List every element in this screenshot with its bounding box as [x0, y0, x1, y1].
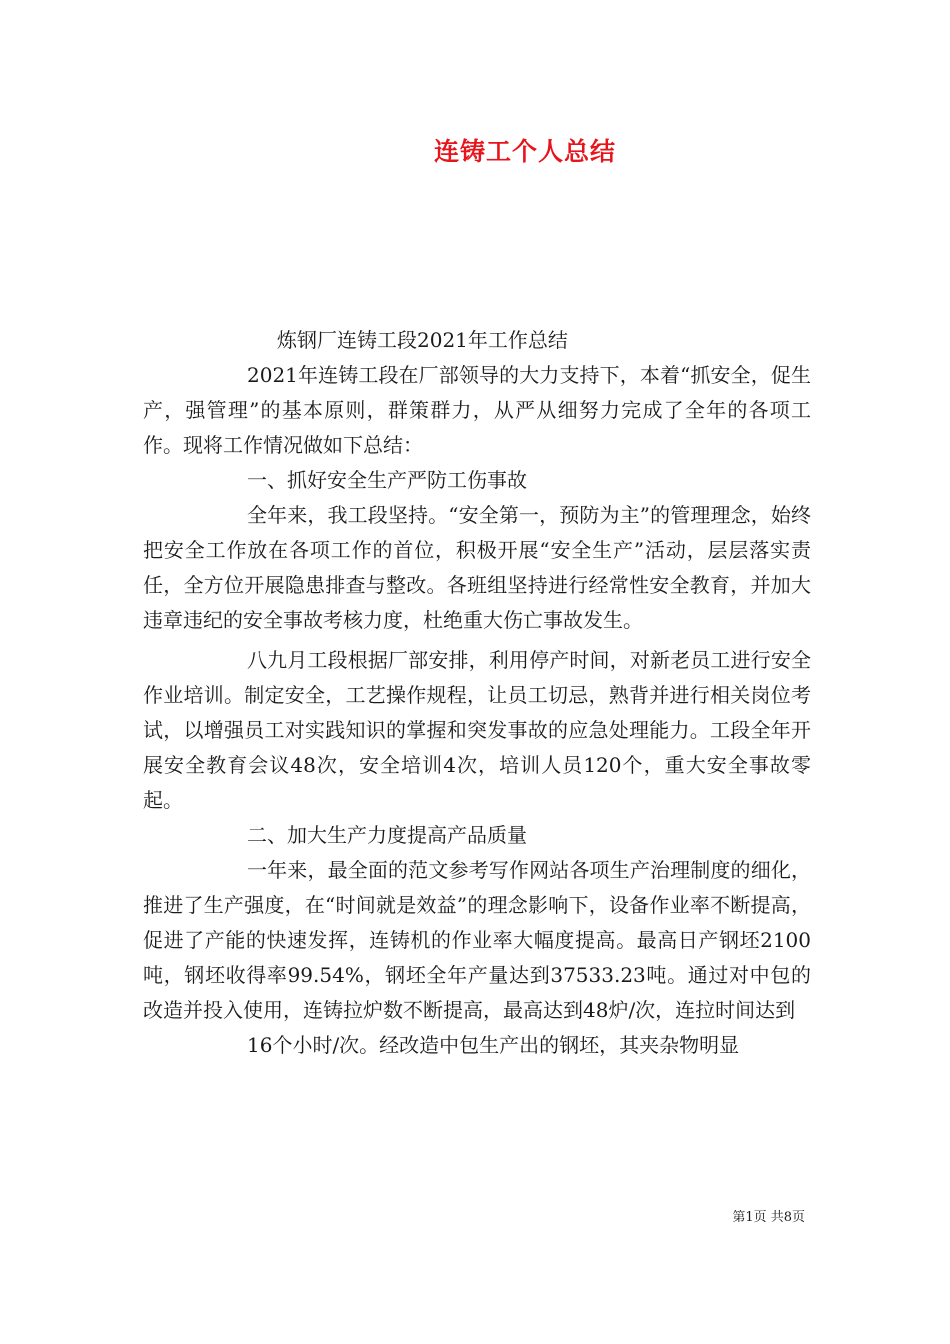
- document-title: 连铸工个人总结: [433, 137, 616, 166]
- section-heading: 炼钢厂连铸工段2021年工作总结: [277, 328, 568, 352]
- body-paragraph: 一年来，最全面的范文参考写作网站各项生产治理制度的细化，推进了生产强度，在“时间就是效益”的理念影响下，设备作业率不断提高，促进了产能的快速发挥，连铸机的作业率大幅度提高。最高日产钢坯2100吨，钢坯收得率99.54%，钢坯全年产量达到37533.23吨。通过对中包的改造并投入使用，连铸拉炉数不断提高，最高达到48炉/次，连拉时间达到: [143, 858, 811, 1022]
- intro-paragraph: 2021年连铸工段在厂部领导的大力支持下，本着“抓安全，促生产，强管理”的基本原则，群策群力，从严从细努力完成了全年的各项工作。现将工作情况做如下总结：: [143, 363, 811, 457]
- body-paragraph: 16个小时/次。经改造中包生产出的钢坯，其夹杂物明显: [247, 1033, 740, 1057]
- section-heading: 一、抓好安全生产严防工伤事故: [247, 468, 527, 492]
- page-number: 第1页 共8页: [732, 1210, 805, 1225]
- document-body: [143, 323, 811, 1063]
- body-paragraph: 八九月工段根据厂部安排，利用停产时间，对新老员工进行安全作业培训。制定安全，工艺操作规程，让员工切忌，熟背并进行相关岗位考试，以增强员工对实践知识的掌握和突发事故的应急处理能力。工段全年开展安全教育会议48次，安全培训4次，培训人员120个，重大安全事故零起。: [143, 648, 811, 812]
- body-paragraph: 全年来，我工段坚持。“安全第一，预防为主”的管理理念，始终把安全工作放在各项工作的首位，积极开展“安全生产”活动，层层落实责任，全方位开展隐患排查与整改。各班组坚持进行经常性安全教育，并加大违章违纪的安全事故考核力度，杜绝重大伤亡事故发生。: [143, 503, 811, 632]
- section-heading: 二、加大生产力度提高产品质量: [247, 823, 527, 847]
